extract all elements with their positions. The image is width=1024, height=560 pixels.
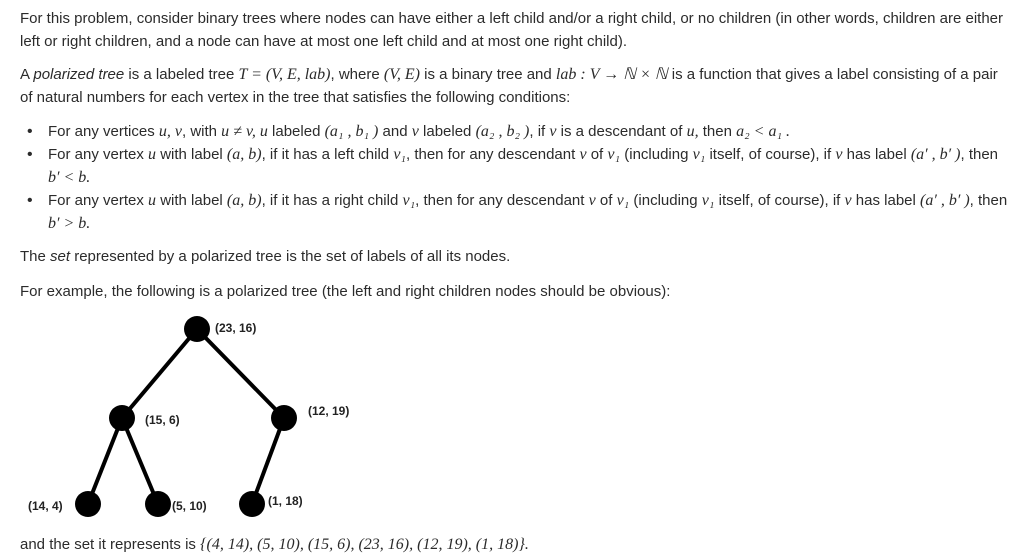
conclusion: and the set it represents is {(4, 14), (5, 10), (15, 6), (23, 16), (12, 19), (1, 18)}. [20,536,529,553]
condition-item: • For any vertex u with label (a, b), if it has a right child v₁, then for any descendant v of v₁ (including v₁ itself, of course), if v has label (a′ , b′ ), then b′ > b. [20,189,1010,235]
node-left-right [145,491,171,517]
edge-right-rightleft [252,418,284,504]
label-root: (23, 16) [215,321,257,335]
conditions-list [20,120,1010,235]
tree-diagram [0,300,1024,530]
edge-left-leftright [122,418,158,504]
label-left-right: (5, 10) [172,499,207,513]
condition-item: • For any vertices u, v, with u ≠ v, u labeled (a₁ , b₁ ) and v labeled (a₂ , b₂ ), if v is a descendant of u, then a₂ < a₁ . [20,120,1010,143]
node-right [271,405,297,431]
condition-item: • For any vertex u with label (a, b), if it has a left child v₁, then for any descendant v of v₁ (including v₁ itself, of course), if v has label (a′ , b′ ), then b′ < b. [20,143,1010,189]
node-right-left [239,491,265,517]
node-left [109,405,135,431]
math-tree-tuple: T = (V, E, lab) [238,66,331,83]
label-right: (12, 19) [308,404,350,418]
edge-root-left [122,329,197,418]
definition-paragraph: A polarized tree is a labeled tree T = (V, E, lab), where (V, E) is a binary tree and lab : V → ℕ × ℕ is a function that gives a label consisting of a pair of natural numbers for each vertex in the tree that satisfies the following conditions: [20,66,998,106]
math-label-function: lab : V → ℕ × ℕ [555,66,668,83]
term-set: set [50,248,71,265]
term-polarized-tree: polarized tree [33,66,125,83]
math-set: {(4, 14), (5, 10), (15, 6), (23, 16), (12, 19), (1, 18)}. [200,536,529,553]
tree-labels [28,321,349,513]
edge-root-right [197,329,284,418]
example-intro: For example, the following is a polarized tree (the left and right children nodes should be obvious): [20,283,671,300]
intro-paragraph: For this problem, consider binary trees where nodes can have either a left child and/or a right child, or no children (in other words, children are either left or right children, and a node can have at most one left child and at most one right child). [20,10,1004,50]
label-left: (15, 6) [145,413,180,427]
label-left-left: (14, 4) [28,499,63,513]
tree-nodes [75,316,297,517]
label-right-left: (1, 18) [268,494,303,508]
edge-left-leftleft [88,418,122,504]
node-left-left [75,491,101,517]
math-binary-tree: (V, E) [383,66,420,83]
set-definition: The set represented by a polarized tree is the set of labels of all its nodes. [20,248,511,265]
node-root [184,316,210,342]
